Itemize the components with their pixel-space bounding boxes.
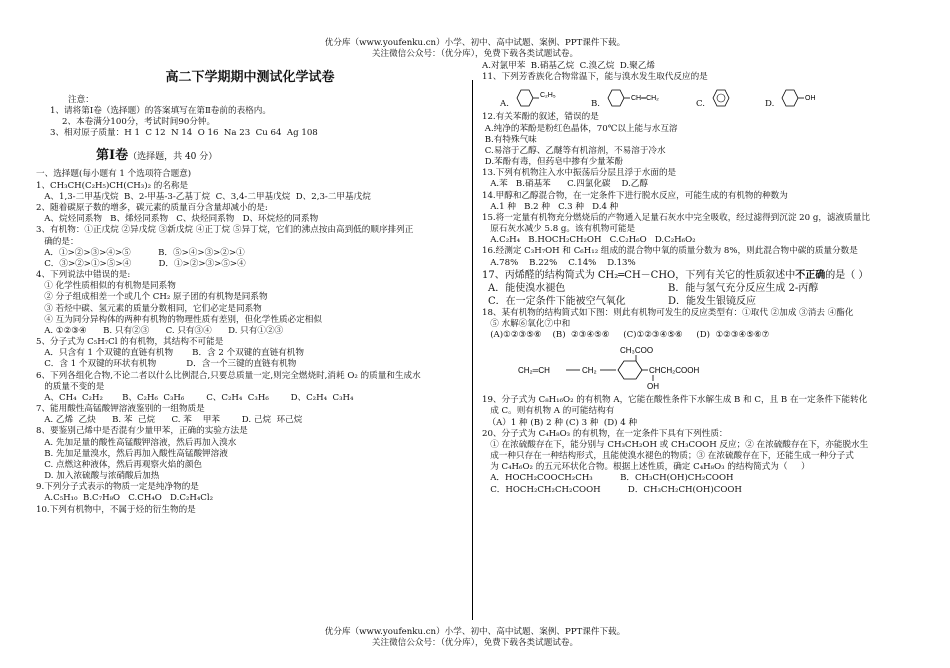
right-line-b-7: 14.甲醇和乙醇混合物，在一定条件下进行脱水反应，可能生成的有机物的种数为 — [482, 190, 788, 201]
q11-option-a — [500, 86, 563, 110]
right-questions-a — [482, 61, 920, 83]
right-line-d-2: （A）1 种 (B) 2 种 (C) 3 种 (D) 4 种 — [482, 417, 638, 428]
right-questions-d — [482, 395, 920, 496]
left-line-25: B. 先加足量溴水，然后再加入酸性高锰酸钾溶液 — [36, 448, 228, 459]
note-2: 2、本卷满分100分，考试时间90分钟。 — [62, 117, 216, 128]
footer-line-2: 关注微信公众号：（优分库），免费下载各类试题试卷。 — [371, 637, 579, 648]
section-title: 第Ⅰ卷 — [96, 147, 129, 163]
left-line-18: 6、下列各组化合物,不论二者以什么比例混合,只要总质量一定,则完全燃烧时,消耗 O₂ 的质量和生成水 — [36, 370, 421, 381]
left-line-16: A．只含有 1 个双键的直链有机物 B．含 2 个双键的直链有机物 — [36, 348, 304, 359]
left-line-14: A. ①②③④ B. 只有②③ C. 只有③④ D. 只有①②③ — [36, 325, 284, 336]
q11-group-d: OH — [805, 95, 816, 103]
styrene-icon — [602, 86, 668, 110]
right-line-d-6: 为 C₄H₆O₂ 的五元环状化合物。根据上述性质，确定 C₄H₈O₃ 的结构简式为（ ） — [482, 462, 810, 473]
q18-structure — [508, 344, 920, 392]
q17-option-b: B．能与氢气充分反应生成 2-丙醇 — [668, 282, 819, 294]
right-line-b-4: D.苯酚有毒，但药皂中掺有少量苯酚 — [482, 157, 623, 168]
left-line-8: C．③>②>①>⑤>④ D．①>②>③>⑤>④ — [36, 258, 246, 269]
left-line-11: ② 分子组成相差一个或几个 CH₂ 原子团的有机物是同系物 — [36, 292, 268, 303]
left-line-27: D. 加入浓硫酸与浓硝酸后加热 — [36, 471, 160, 482]
left-column — [36, 60, 464, 516]
note-3: 3、相对原子质量：H 1 C 12 N 14 O 16 Na 23 Cu 64 Ag 108 — [50, 128, 318, 139]
left-line-5: 3、有机物：①正戊烷 ②异戊烷 ③新戊烷 ④正丁烷 ⑤异丁烷，它们的沸点按由高到低的顺序排列正 — [36, 225, 414, 236]
left-line-2: A、1,3-二甲基戊烷 B、2-甲基-3-乙基丁烷 C、3,4-二甲基戊烷 D、2,3-二甲基戊烷 — [36, 191, 371, 202]
banner-line-2: 关注微信公众号：（优分库），免费下载各类试题试卷。 — [371, 48, 579, 59]
right-line-d-8: C．HOCH₂CH₂CH₂COOH D．CH₃CH₂CH(OH)COOH — [482, 484, 742, 495]
right-line-d-3: 20、分子式为 C₄H₈O₃ 的有机物，在一定条件下具有下列性质： — [482, 428, 728, 439]
left-line-6: 确的是： — [36, 236, 79, 247]
left-line-19: 的质量不变的是 — [36, 381, 105, 392]
q11-option-d — [765, 86, 822, 110]
q11-label-a: A. — [500, 99, 509, 110]
right-line-b-9: 15.将一定量有机物充分燃烧后的产物通入足量石灰水中完全吸收，经过滤得到沉淀 20 g，滤液质量比 — [482, 212, 870, 223]
q17-option-c: C．在一定条件下能被空气氧化 — [488, 295, 626, 307]
left-line-9: 4、下列说法中错误的是: — [36, 270, 131, 281]
q18-structure-diagram — [508, 344, 748, 392]
left-line-24: A. 先加足量的酸性高锰酸钾溶液，然后再加入溴水 — [36, 437, 237, 448]
q11-option-c — [696, 86, 737, 110]
right-line-b-1: A.纯净的苯酚是粉红色晶体，70℃以上能与水互溶 — [482, 123, 678, 134]
right-line-d-7: A．HOCH₂COOCH₂CH₃ B．CH₃CH(OH)CH₂COOH — [482, 473, 734, 484]
q17-options-cd — [482, 295, 920, 308]
left-line-17: C．含 1 个双键的环状有机物 D．含一个三键的直链有机物 — [36, 359, 297, 370]
left-line-15: 5、分子式为 C₅H₇Cl 的有机物，其结构不可能是 — [36, 337, 224, 348]
question-17 — [482, 269, 920, 308]
q11-group-a: C₂H₅ — [539, 92, 556, 100]
column-divider — [472, 80, 473, 620]
left-line-12: ③ 若烃中碳、氢元素的质量分数相同，它们必定是同系物 — [36, 303, 262, 314]
q11-group-b: CH═CH₂ — [631, 95, 659, 103]
left-line-21: 7、能用酸性高锰酸钾溶液鉴别的一组物质是 — [36, 404, 205, 415]
left-questions — [36, 169, 464, 515]
struct-top: CH₃COO — [620, 346, 654, 356]
header-banner — [0, 38, 950, 59]
footer-banner — [0, 627, 950, 648]
right-questions-b — [482, 112, 920, 268]
right-line-b-8: A.1 种 B.2 种 C.3 种 D.4 种 — [482, 201, 619, 212]
left-line-23: 8、要鉴别己烯中是否混有少量甲苯，正确的实验方法是 — [36, 426, 248, 437]
left-line-28: 9.下列分子式表示的物质一定是纯净物的是 — [36, 482, 199, 493]
q17-stem-pre: 17、丙烯醛的结构简式为 CH₂═CH－CHO，下列有关它的性质叙述中 — [482, 269, 796, 281]
q11-label-b: B. — [590, 99, 601, 110]
q11-options — [500, 86, 920, 110]
right-line-b-5: 13.下列有机物注入水中振荡后分层且浮于水面的是 — [482, 168, 677, 179]
struct-right: CHCH₂COOH — [649, 366, 700, 376]
right-line-a-0: A.对氯甲苯 B.硝基乙烷 C.溴乙烷 D.聚乙烯 — [482, 61, 656, 71]
q17-stem-bold: 不正确 — [795, 269, 826, 281]
left-line-22: A. 乙烯 乙炔 B. 苯 己烷 C. 苯 甲苯 D. 己烷 环己烷 — [36, 415, 303, 426]
left-line-13: ④ 互为同分异构体的两种有机物的物理性质有差别，但化学性质必定相似 — [36, 314, 322, 325]
benzene-ethyl-icon — [511, 86, 563, 110]
paper-title: 高二下学期期中测试化学试卷 — [165, 70, 335, 85]
left-line-3: 2、随着碳原子数的增多，碳元素的质量百分含量却减小的是: — [36, 202, 268, 213]
left-line-10: ① 化学性质相似的有机物是同系物 — [36, 281, 176, 292]
q11-label-c: C. — [696, 99, 706, 110]
q17-option-a: A．能使溴水褪色 — [488, 282, 566, 294]
right-line-b-3: C.易溶于乙醇、乙醚等有机溶剂，不易溶于冷水 — [482, 145, 666, 156]
banner-line-1: 优分库（www.youfenku.cn）小学、初中、高中试题、案例、PPT课件下载。 — [324, 38, 626, 48]
left-line-4: A、烷烃同系物 B、烯烃同系物 C、炔烃同系物 D、环烷烃的同系物 — [36, 214, 319, 225]
right-line-b-10: 原石灰水减少 5.8 g。该有机物可能是 — [482, 224, 636, 235]
benzene-icon — [707, 86, 737, 110]
phenol-icon — [776, 86, 822, 110]
right-line-c-1: ⑤ 水解⑥氧化⑦中和 — [482, 318, 571, 329]
right-line-d-1: 成 C。则有机物 A 的可能结构有 — [482, 406, 615, 417]
q11-option-b — [591, 86, 668, 110]
right-line-b-2: B.有特殊气味 — [482, 134, 537, 145]
section-subtitle: （选择题，共 40 分） — [128, 151, 218, 162]
right-line-b-0: 12.有关苯酚的叙述，错误的是 — [482, 112, 599, 123]
right-line-c-2: (A)①②③⑤⑥ (B) ②③④⑤⑥ (C)①②③④⑤⑥ (D) ①②③④⑤⑥⑦ — [482, 330, 770, 341]
notes-label: 注意： — [68, 94, 94, 105]
q17-stem — [482, 269, 920, 282]
right-line-b-11: A.C₂H₄ B.HOCH₂CH₂OH C.C₂H₆O D.C₂H₆O₂ — [482, 235, 696, 246]
left-line-1: 1、CH₃CH(C₂H₅)CH(CH₃)₂ 的名称是 — [36, 180, 189, 191]
left-line-7: A．①>②>③>④>⑤ B．⑤>④>③>②>① — [36, 247, 245, 258]
left-line-20: A、CH₄ C₂H₂ B、C₂H₆ C₃H₆ C、C₂H₄ C₃H₆ D、C₂H₄ C₃H₄ — [36, 392, 354, 403]
struct-mid: CH₂ — [582, 366, 597, 376]
section-heading — [96, 148, 464, 165]
left-line-26: C. 点燃这种液体，然后再观察火焰的颜色 — [36, 459, 203, 470]
q17-options-ab — [482, 282, 920, 295]
right-questions-c — [482, 308, 920, 342]
right-line-d-0: 19、分子式为 C₈H₁₆O₂ 的有机物 A，它能在酸性条件下水解生成 B 和 C，且 B 在一定条件下能转化 — [482, 395, 868, 406]
q11-label-d: D. — [765, 99, 775, 110]
footer-line-1: 优分库（www.youfenku.cn）小学、初中、高中试题、案例、PPT课件下载。 — [324, 627, 626, 637]
left-line-30: 10.下列有机物中，不属于烃的衍生物的是 — [36, 504, 196, 515]
note-1: 1、请将第Ⅰ卷（选择题）的答案填写在第Ⅱ卷前的表格内。 — [50, 106, 271, 117]
right-line-b-13: A.78% B.22% C.14% D.13% — [482, 257, 636, 268]
q17-stem-post: 的是（ ） — [825, 269, 869, 281]
right-line-c-0: 18、某有机物的结构简式如下图：则此有机物可发生的反应类型有：①取代 ②加成 ③消去 ④酯化 — [482, 307, 854, 318]
right-line-a-1: 11、下列芳香族化合物常温下，能与溴水发生取代反应的是 — [482, 72, 708, 83]
right-line-b-12: 16.经测定 C₃H₇OH 和 C₆H₁₂ 组成的混合物中氧的质量分数为 8%，则此混合物中碳的质量分数是 — [482, 246, 858, 257]
right-line-d-5: 成一种只存在一种结构形式，且能使溴水褪色的物质；③ 在浓硫酸存在下，还能生成一种分子式 — [482, 451, 854, 462]
struct-left: CH₂═CH — [518, 366, 550, 376]
struct-bottom: OH — [647, 382, 659, 392]
left-line-29: A.C₅H₁₀ B.C₇H₈O C.CH₄O D.C₂H₄Cl₂ — [36, 493, 214, 504]
q17-option-d: D．能发生银镜反应 — [668, 295, 757, 307]
right-line-b-6: A.苯 B.硝基苯 C.四氯化碳 D.乙醇 — [482, 179, 648, 190]
left-line-0: 一、选择题(每小题有 1 个选项符合题意) — [36, 169, 192, 180]
right-line-d-4: ① 在浓硫酸存在下，能分别与 CH₃CH₂OH 或 CH₃COOH 反应；② 在浓硫酸存在下，亦能脱水生 — [482, 439, 869, 450]
right-column — [482, 61, 920, 496]
